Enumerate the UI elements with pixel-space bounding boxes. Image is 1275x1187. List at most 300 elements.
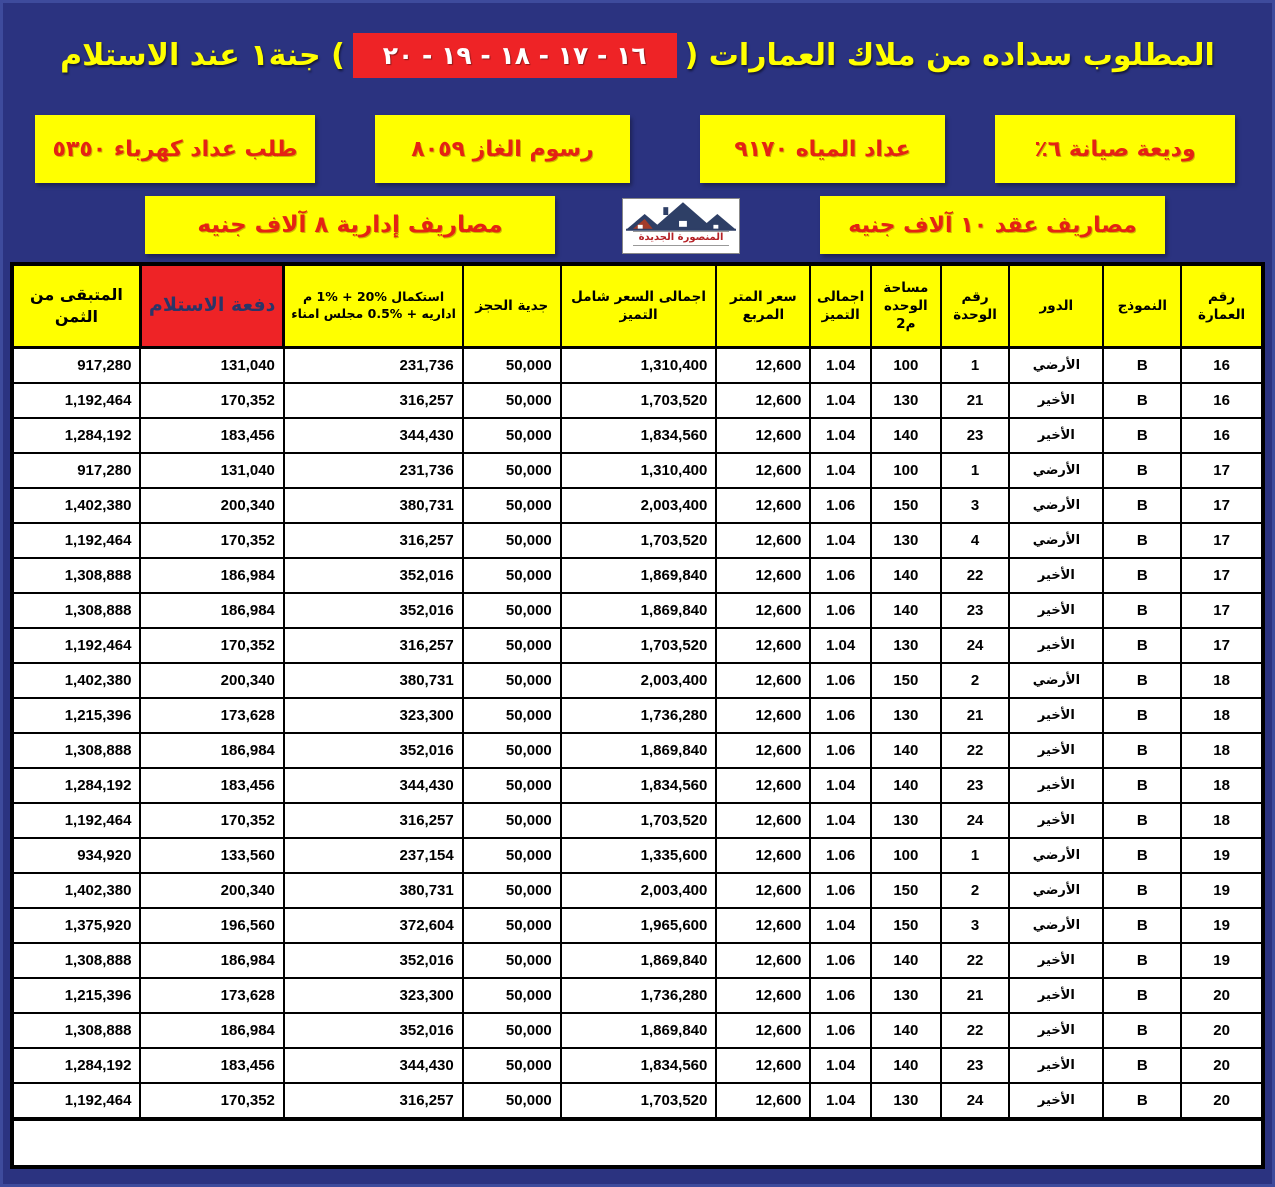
table-cell: 186,984 <box>140 943 283 978</box>
table-cell: 100 <box>871 348 941 384</box>
table-cell: 3 <box>941 908 1010 943</box>
column-header-premium-total: اجمالى التميز <box>810 264 871 348</box>
table-cell: 140 <box>871 768 941 803</box>
table-cell: 352,016 <box>284 733 463 768</box>
table-cell: الأخير <box>1009 733 1103 768</box>
table-cell: 3 <box>941 488 1010 523</box>
column-header-floor: الدور <box>1009 264 1103 348</box>
table-cell: الأخير <box>1009 803 1103 838</box>
table-cell: 1.06 <box>810 663 871 698</box>
table-cell: B <box>1103 1013 1181 1048</box>
table-cell: 352,016 <box>284 943 463 978</box>
table-cell: الأرضي <box>1009 348 1103 384</box>
table-cell: 18 <box>1181 733 1263 768</box>
table-cell: 133,560 <box>140 838 283 873</box>
table-cell: الأرضي <box>1009 908 1103 943</box>
water-meter-box: عداد المياه ٩١٧٠ <box>700 115 945 183</box>
table-cell: الأخير <box>1009 418 1103 453</box>
table-cell: 1,965,600 <box>561 908 717 943</box>
table-cell: 130 <box>871 1083 941 1119</box>
table-cell: 1,869,840 <box>561 1013 717 1048</box>
table-cell: 352,016 <box>284 558 463 593</box>
table-cell: 1 <box>941 453 1010 488</box>
table-cell: 1.04 <box>810 1048 871 1083</box>
table-row <box>12 1048 1263 1083</box>
fee-boxes-row-1 <box>0 115 1275 183</box>
table-cell: 18 <box>1181 698 1263 733</box>
table-cell: B <box>1103 943 1181 978</box>
column-header-remaining-price: المتبقى من الثمن <box>12 264 140 348</box>
table-cell: 17 <box>1181 488 1263 523</box>
table-cell: 12,600 <box>716 383 810 418</box>
table-cell: 1 <box>941 838 1010 873</box>
table-cell: 20 <box>1181 1013 1263 1048</box>
empty-cell <box>12 1119 1263 1167</box>
title-text-left: ) جنة١ عند الاستلام <box>60 37 345 73</box>
table-cell: 50,000 <box>463 453 561 488</box>
table-cell: B <box>1103 698 1181 733</box>
table-cell: 1.06 <box>810 698 871 733</box>
table-cell: الأخير <box>1009 628 1103 663</box>
table-cell: 50,000 <box>463 698 561 733</box>
table-cell: الأخير <box>1009 1013 1103 1048</box>
table-cell: 231,736 <box>284 453 463 488</box>
table-cell: 19 <box>1181 943 1263 978</box>
table-cell: 316,257 <box>284 803 463 838</box>
table-row <box>12 453 1263 488</box>
table-cell: 50,000 <box>463 803 561 838</box>
title-text-right: المطلوب سداده من ملاك العمارات ( <box>684 37 1215 73</box>
table-header-row <box>12 264 1263 348</box>
table-cell: 183,456 <box>140 1048 283 1083</box>
table-cell: 316,257 <box>284 1083 463 1119</box>
column-header-model: النموذج <box>1103 264 1181 348</box>
table-cell: 1,736,280 <box>561 978 717 1013</box>
table-cell: 1.06 <box>810 1013 871 1048</box>
table-cell: 19 <box>1181 838 1263 873</box>
table-cell: 1.04 <box>810 453 871 488</box>
table-cell: 130 <box>871 803 941 838</box>
table-cell: 1,703,520 <box>561 383 717 418</box>
table-cell: B <box>1103 523 1181 558</box>
table-cell: B <box>1103 558 1181 593</box>
table-cell: 100 <box>871 838 941 873</box>
table-cell: 1,703,520 <box>561 523 717 558</box>
table-cell: 100 <box>871 453 941 488</box>
table-cell: 150 <box>871 873 941 908</box>
table-cell: 200,340 <box>140 873 283 908</box>
table-cell: 130 <box>871 383 941 418</box>
table-cell: 24 <box>941 803 1010 838</box>
table-row <box>12 1083 1263 1119</box>
table-row <box>12 488 1263 523</box>
table-cell: 380,731 <box>284 488 463 523</box>
table-cell: 1,308,888 <box>12 558 140 593</box>
contract-expenses-box: مصاريف عقد ١٠ آلاف جنيه <box>820 196 1165 254</box>
table-cell: 50,000 <box>463 1013 561 1048</box>
table-cell: 12,600 <box>716 698 810 733</box>
table-cell: 1,834,560 <box>561 1048 717 1083</box>
table-cell: B <box>1103 873 1181 908</box>
table-cell: 131,040 <box>140 453 283 488</box>
table-cell: B <box>1103 383 1181 418</box>
table-cell: 18 <box>1181 803 1263 838</box>
table-cell: 1,192,464 <box>12 523 140 558</box>
houses-roof-icon <box>626 201 736 231</box>
table-row <box>12 418 1263 453</box>
table-cell: 50,000 <box>463 908 561 943</box>
table-cell: 1.04 <box>810 908 871 943</box>
table-cell: 12,600 <box>716 488 810 523</box>
table-cell: 140 <box>871 558 941 593</box>
table-cell: 1,310,400 <box>561 348 717 384</box>
table-cell: 1,869,840 <box>561 593 717 628</box>
table-cell: 186,984 <box>140 593 283 628</box>
table-cell: 21 <box>941 978 1010 1013</box>
table-cell: 22 <box>941 733 1010 768</box>
table-cell: 140 <box>871 1048 941 1083</box>
table-cell: الأخير <box>1009 943 1103 978</box>
table-cell: 1,402,380 <box>12 488 140 523</box>
table-cell: 1,703,520 <box>561 803 717 838</box>
table-cell: 1,375,920 <box>12 908 140 943</box>
table-cell: 344,430 <box>284 1048 463 1083</box>
table-cell: 170,352 <box>140 523 283 558</box>
page-title <box>0 20 1275 90</box>
table-cell: 24 <box>941 1083 1010 1119</box>
table-cell: 2,003,400 <box>561 488 717 523</box>
table-row <box>12 908 1263 943</box>
table-cell: 1.06 <box>810 838 871 873</box>
table-cell: الأخير <box>1009 1048 1103 1083</box>
table-cell: 12,600 <box>716 418 810 453</box>
table-cell: 344,430 <box>284 418 463 453</box>
table-cell: الأخير <box>1009 558 1103 593</box>
table-cell: 1,192,464 <box>12 1083 140 1119</box>
table-cell: 12,600 <box>716 523 810 558</box>
table-cell: B <box>1103 453 1181 488</box>
table-cell: 50,000 <box>463 1083 561 1119</box>
table-cell: 12,600 <box>716 838 810 873</box>
table-cell: 12,600 <box>716 943 810 978</box>
table-cell: 186,984 <box>140 733 283 768</box>
table-cell: 17 <box>1181 523 1263 558</box>
table-cell: 1,308,888 <box>12 733 140 768</box>
table-cell: 2,003,400 <box>561 873 717 908</box>
table-cell: B <box>1103 768 1181 803</box>
table-cell: B <box>1103 978 1181 1013</box>
table-cell: 50,000 <box>463 943 561 978</box>
table-row <box>12 523 1263 558</box>
table-cell: 372,604 <box>284 908 463 943</box>
table-cell: 170,352 <box>140 803 283 838</box>
table-cell: 17 <box>1181 593 1263 628</box>
table-cell: 24 <box>941 628 1010 663</box>
table-cell: الأرضي <box>1009 873 1103 908</box>
table-cell: 186,984 <box>140 558 283 593</box>
table-cell: 1.06 <box>810 873 871 908</box>
table-cell: B <box>1103 733 1181 768</box>
table-cell: 1,308,888 <box>12 593 140 628</box>
table-cell: 173,628 <box>140 978 283 1013</box>
column-header-receipt-payment: دفعة الاستلام <box>140 264 283 348</box>
table-cell: 50,000 <box>463 733 561 768</box>
table-cell: 1,192,464 <box>12 383 140 418</box>
table-cell: 1.04 <box>810 418 871 453</box>
table-cell: 323,300 <box>284 978 463 1013</box>
table-cell: الأخير <box>1009 383 1103 418</box>
table-cell: 12,600 <box>716 908 810 943</box>
table-cell: 1,335,600 <box>561 838 717 873</box>
table-cell: 1,736,280 <box>561 698 717 733</box>
table-row <box>12 558 1263 593</box>
table-cell: 22 <box>941 558 1010 593</box>
table-cell: 50,000 <box>463 978 561 1013</box>
table-body <box>12 348 1263 1168</box>
table-cell: 12,600 <box>716 733 810 768</box>
table-cell: الأخير <box>1009 698 1103 733</box>
table-cell: 18 <box>1181 768 1263 803</box>
column-header-reservation-deposit: جدية الحجز <box>463 264 561 348</box>
table-cell: 1.04 <box>810 1083 871 1119</box>
table-cell: 16 <box>1181 418 1263 453</box>
table-cell: B <box>1103 838 1181 873</box>
table-cell: 140 <box>871 1013 941 1048</box>
column-header-building-number: رقم العمارة <box>1181 264 1263 348</box>
table-cell: 1,869,840 <box>561 943 717 978</box>
table-cell: 1,215,396 <box>12 698 140 733</box>
table-cell: 1,869,840 <box>561 558 717 593</box>
table-cell: 20 <box>1181 978 1263 1013</box>
column-header-unit-area: مساحة الوحده م2 <box>871 264 941 348</box>
table-cell: 21 <box>941 698 1010 733</box>
table-cell: 131,040 <box>140 348 283 384</box>
table-cell: 12,600 <box>716 803 810 838</box>
table-cell: 150 <box>871 663 941 698</box>
table-cell: 50,000 <box>463 1048 561 1083</box>
table-cell: 50,000 <box>463 418 561 453</box>
table-cell: B <box>1103 663 1181 698</box>
table-cell: B <box>1103 628 1181 663</box>
gas-fees-box: رسوم الغاز ٨٠٥٩ <box>375 115 630 183</box>
table-cell: 140 <box>871 733 941 768</box>
table-cell: 130 <box>871 523 941 558</box>
column-header-unit-number: رقم الوحدة <box>941 264 1010 348</box>
table-cell: 917,280 <box>12 348 140 384</box>
table-cell: 22 <box>941 1013 1010 1048</box>
title-buildings-badge: ١٦ - ١٧ - ١٨ - ١٩ - ٢٠ <box>353 33 677 78</box>
table-cell: 2 <box>941 663 1010 698</box>
table-cell: 50,000 <box>463 593 561 628</box>
table-cell: 12,600 <box>716 348 810 384</box>
table-cell: 140 <box>871 943 941 978</box>
table-cell: 20 <box>1181 1083 1263 1119</box>
table-cell: 196,560 <box>140 908 283 943</box>
table-cell: الأرضي <box>1009 663 1103 698</box>
table-cell: 21 <box>941 383 1010 418</box>
table-cell: 1,192,464 <box>12 803 140 838</box>
payments-table-wrapper <box>10 262 1265 1169</box>
table-cell: 50,000 <box>463 663 561 698</box>
table-cell: 50,000 <box>463 523 561 558</box>
table-cell: B <box>1103 348 1181 384</box>
table-cell: 1.06 <box>810 558 871 593</box>
table-cell: 344,430 <box>284 768 463 803</box>
table-cell: 173,628 <box>140 698 283 733</box>
table-cell: 17 <box>1181 628 1263 663</box>
table-cell: 183,456 <box>140 768 283 803</box>
table-cell: 140 <box>871 593 941 628</box>
table-row <box>12 383 1263 418</box>
column-header-completion-payment: استكمال %20 + %1 م اداريه + %0.5 مجلس امناء <box>284 264 463 348</box>
table-cell: 12,600 <box>716 768 810 803</box>
table-cell: 16 <box>1181 348 1263 384</box>
table-cell: 12,600 <box>716 1048 810 1083</box>
table-cell: 352,016 <box>284 593 463 628</box>
table-cell: 231,736 <box>284 348 463 384</box>
table-cell: 200,340 <box>140 663 283 698</box>
table-cell: 1.04 <box>810 348 871 384</box>
table-row <box>12 873 1263 908</box>
table-cell: 23 <box>941 418 1010 453</box>
table-cell: 17 <box>1181 558 1263 593</box>
table-cell: 352,016 <box>284 1013 463 1048</box>
table-cell: 19 <box>1181 873 1263 908</box>
table-cell: 183,456 <box>140 418 283 453</box>
table-cell: 140 <box>871 418 941 453</box>
logo-text: المنصورة الجديدة <box>633 231 730 246</box>
table-cell: 23 <box>941 1048 1010 1083</box>
table-cell: 1,869,840 <box>561 733 717 768</box>
table-cell: 50,000 <box>463 628 561 663</box>
maintenance-deposit-box: وديعة صيانة ٦٪ <box>995 115 1235 183</box>
column-header-price-per-meter: سعر المتر المربع <box>716 264 810 348</box>
table-row <box>12 698 1263 733</box>
table-cell: 170,352 <box>140 383 283 418</box>
table-cell: الأخير <box>1009 1083 1103 1119</box>
table-cell: 12,600 <box>716 593 810 628</box>
table-cell: 50,000 <box>463 873 561 908</box>
table-cell: 1.06 <box>810 488 871 523</box>
table-cell: الأرضي <box>1009 523 1103 558</box>
table-cell: B <box>1103 418 1181 453</box>
table-cell: 23 <box>941 768 1010 803</box>
developer-logo <box>622 198 740 254</box>
table-cell: 1.04 <box>810 523 871 558</box>
table-cell: B <box>1103 593 1181 628</box>
table-cell: 2,003,400 <box>561 663 717 698</box>
table-cell: 19 <box>1181 908 1263 943</box>
table-cell: 1,402,380 <box>12 663 140 698</box>
table-cell: 1,308,888 <box>12 943 140 978</box>
table-cell: 130 <box>871 628 941 663</box>
table-cell: B <box>1103 803 1181 838</box>
table-cell: 20 <box>1181 1048 1263 1083</box>
table-row <box>12 838 1263 873</box>
table-cell: 1,834,560 <box>561 768 717 803</box>
table-row <box>12 733 1263 768</box>
admin-expenses-box: مصاريف إدارية ٨ آلاف جنيه <box>145 196 555 254</box>
table-cell: 150 <box>871 908 941 943</box>
table-cell: الأرضي <box>1009 488 1103 523</box>
table-row <box>12 803 1263 838</box>
table-cell: 200,340 <box>140 488 283 523</box>
table-cell: 4 <box>941 523 1010 558</box>
table-row <box>12 768 1263 803</box>
table-cell: الأخير <box>1009 978 1103 1013</box>
table-cell: 237,154 <box>284 838 463 873</box>
table-cell: 1,834,560 <box>561 418 717 453</box>
table-cell: 1,310,400 <box>561 453 717 488</box>
table-cell: 1.06 <box>810 593 871 628</box>
table-cell: 50,000 <box>463 488 561 523</box>
table-cell: 16 <box>1181 383 1263 418</box>
table-cell: 1,284,192 <box>12 418 140 453</box>
table-cell: 380,731 <box>284 873 463 908</box>
table-cell: 1.06 <box>810 978 871 1013</box>
table-cell: 12,600 <box>716 558 810 593</box>
table-cell: الأرضي <box>1009 453 1103 488</box>
table-cell: 22 <box>941 943 1010 978</box>
table-cell: 1.04 <box>810 803 871 838</box>
table-cell: 1.04 <box>810 383 871 418</box>
table-cell: 150 <box>871 488 941 523</box>
table-cell: 1,215,396 <box>12 978 140 1013</box>
table-cell: B <box>1103 908 1181 943</box>
table-row <box>12 348 1263 384</box>
table-cell: 917,280 <box>12 453 140 488</box>
empty-row <box>12 1119 1263 1167</box>
table-row <box>12 663 1263 698</box>
table-cell: 380,731 <box>284 663 463 698</box>
table-cell: 1,703,520 <box>561 628 717 663</box>
table-cell: B <box>1103 1048 1181 1083</box>
table-cell: 12,600 <box>716 1083 810 1119</box>
table-cell: 1,284,192 <box>12 768 140 803</box>
table-cell: 130 <box>871 698 941 733</box>
table-row <box>12 978 1263 1013</box>
table-cell: 323,300 <box>284 698 463 733</box>
table-cell: 50,000 <box>463 838 561 873</box>
table-cell: 50,000 <box>463 383 561 418</box>
table-cell: 1,703,520 <box>561 1083 717 1119</box>
table-row <box>12 593 1263 628</box>
table-cell: 316,257 <box>284 383 463 418</box>
table-cell: 934,920 <box>12 838 140 873</box>
electricity-meter-box: طلب عداد كهرباء ٥٣٥٠ <box>35 115 315 183</box>
table-cell: 1.04 <box>810 628 871 663</box>
table-cell: 12,600 <box>716 663 810 698</box>
table-cell: B <box>1103 488 1181 523</box>
table-row <box>12 943 1263 978</box>
table-cell: 316,257 <box>284 628 463 663</box>
table-cell: 12,600 <box>716 1013 810 1048</box>
table-cell: 1.06 <box>810 943 871 978</box>
table-row <box>12 1013 1263 1048</box>
table-cell: 50,000 <box>463 558 561 593</box>
fee-boxes-row-2 <box>0 196 1275 258</box>
table-cell: 130 <box>871 978 941 1013</box>
table-cell: 23 <box>941 593 1010 628</box>
table-cell: الأخير <box>1009 593 1103 628</box>
table-cell: 12,600 <box>716 978 810 1013</box>
table-cell: 186,984 <box>140 1013 283 1048</box>
table-cell: 12,600 <box>716 628 810 663</box>
table-cell: 170,352 <box>140 628 283 663</box>
table-cell: 170,352 <box>140 1083 283 1119</box>
table-cell: 2 <box>941 873 1010 908</box>
table-cell: الأرضي <box>1009 838 1103 873</box>
